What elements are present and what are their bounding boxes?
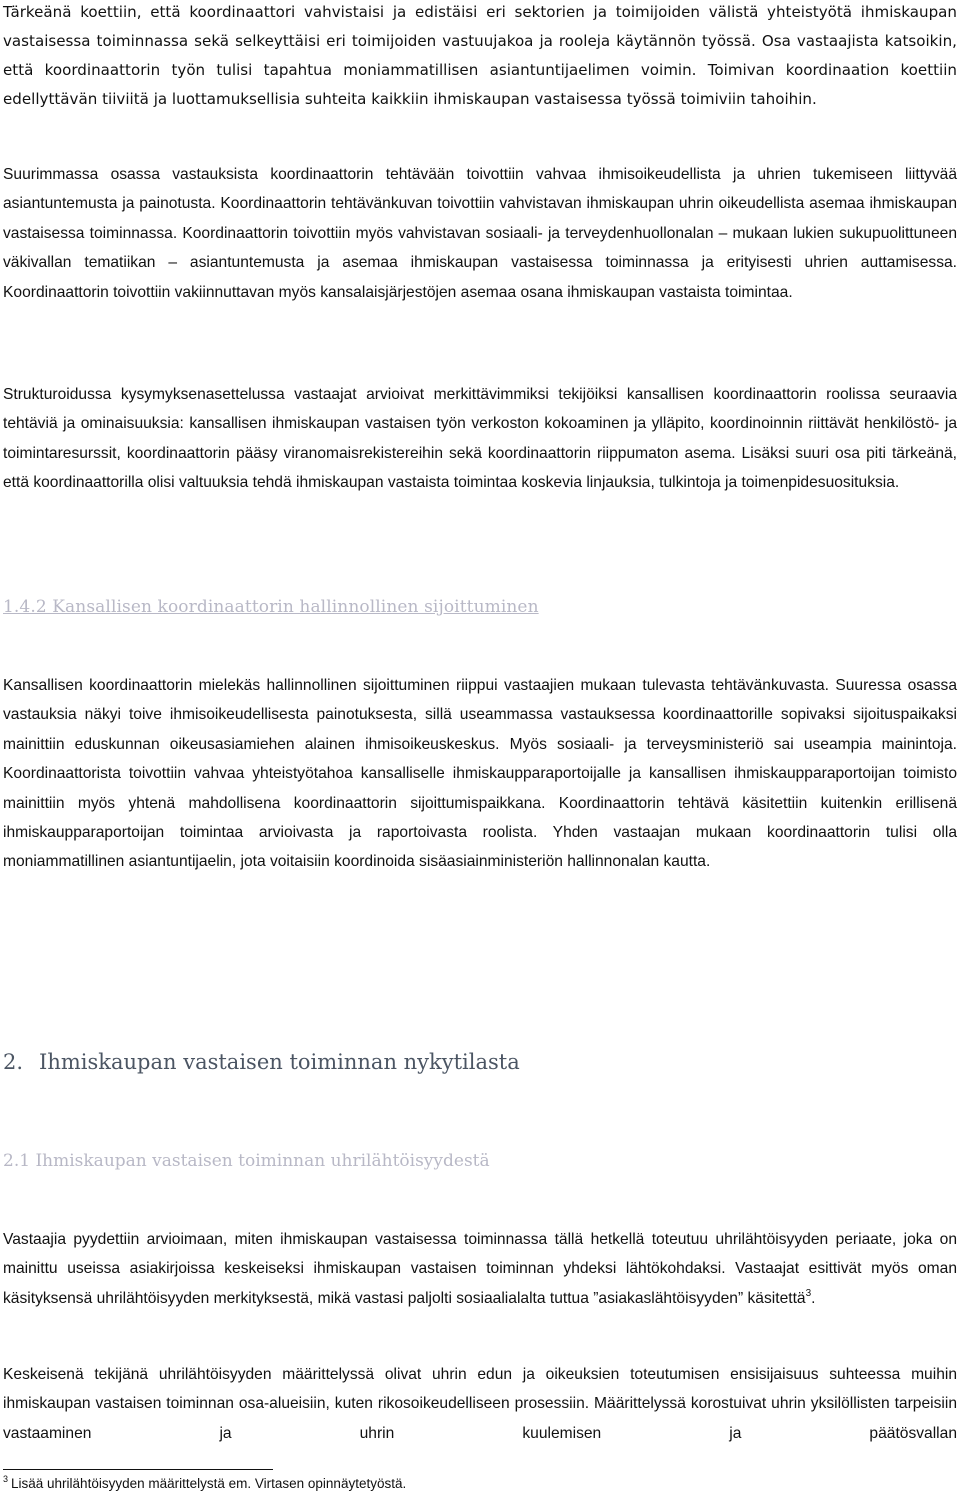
paragraph-text: Tärkeänä koettiin, että koordinaattori vahvistaisi ja edistäisi eri sektorien ja toimijoiden välistä yhteistyötä ihmiskaupan vastaisessa toiminnassa sekä selkeyttäisi eri toimijoiden vastuujakoa ja rooleja käytännön työssä. Osa vastaajista katsoikin, että koordinaattorin työn tulisi tapahtua moniammatillisen asiantuntijaelimen voimin. Toimivan koordinaation koettiin edellyttävän tiiviitä ja luottamuksellisia suhteita kaikkiin ihmiskaupan vastaisessa työssä toimiviin tahoihin. [3,3,957,108]
footnote [3,1474,406,1491]
paragraph-coordination-cooperation [3,0,957,114]
paragraph-victim-centered-evaluation [3,1225,957,1313]
footnote-divider [3,1469,273,1470]
chapter-title: Ihmiskaupan vastaisen toiminnan nykytilasta [39,1050,520,1074]
chapter-number: 2. [3,1050,24,1074]
paragraph-text: Keskeisenä tekijänä uhrilähtöisyyden määrittelyssä olivat uhrin edun ja oikeuksien toteutumisen ensisijaisuus suhteessa muihin ihmiskaupan vastaisen toiminnan osa-alueisiin, kuten rikosoikeudelliseen prosessiin. Määrittelyssä korostuivat uhrin yksilöllisten tarpeisiin vastaaminen ja uhrin kuulemisen ja päätösvallan [3,1366,957,1442]
footnote-reference[interactable]: 3 [805,1287,812,1299]
paragraph-administrative-placement [3,671,957,877]
chapter-heading-2 [3,1050,520,1074]
paragraph-text: Strukturoidussa kysymyksenasettelussa vastaajat arvioivat merkittävimmiksi tekijöiksi kansallisen koordinaattorin roolissa seuraavia tehtäviä ja ominaisuuksia: kansallisen ihmiskaupan vastaisen työn verkoston kokoaminen ja ylläpito, koordinoinnin riittävät henkilöstö- ja toimintaresurssit, koordinaattorin pääsy viranomaisrekistereihin sekä koordinaattorin riippumaton asema. Lisäksi suuri osa piti tärkeänä, että koordinaattorilla olisi valtuuksia tehdä ihmiskaupan vastaista toimintaa koskevia linjauksia, tulkintoja ja toimenpidesuosituksia. [3,386,957,492]
paragraph-text: Suurimmassa osassa vastauksista koordinaattorin tehtävään toivottiin vahvaa ihmisoikeudellista ja uhrien tukemiseen liittyvää asiantuntemusta ja painotusta. Koordinaattorin tehtävänkuvan toivottiin vahvistavan ihmiskaupan uhrin oikeudellista asemaa ihmiskaupan vastaisessa toiminnassa. Koordinaattorin toivottiin myös vahvistavan sosiaali- ja terveydenhuollonalan – mukaan lukien sukupuolittuneen väkivallan tematiikan – asiantuntemusta ja asemaa ihmiskaupan vastaisessa toiminnassa ja erityisesti uhrien auttamisessa. Koordinaattorin toivottiin vakiinnuttavan myös kansalaisjärjestöjen asemaa osana ihmiskaupan vastaista toimintaa. [3,166,957,301]
section-heading-2-1: 2.1 Ihmiskaupan vastaisen toiminnan uhrilähtöisyydestä [3,1151,490,1171]
section-heading-1-4-2: 1.4.2 Kansallisen koordinaattorin hallinnollinen sijoittuminen [3,597,539,617]
paragraph-text: Kansallisen koordinaattorin mielekäs hallinnollinen sijoittuminen riippui vastaajien mukaan tulevasta tehtävänkuvasta. Suuressa osassa vastauksia näkyi toive ihmisoikeudellisesta painotuksesta, sillä useammassa vastauksessa koordinaattorille sopivaksi sijoituspaikaksi mainittiin eduskunnan oikeusasiamiehen alainen ihmisoikeuskeskus. Myös sosiaali- ja terveysministeriö sai useampia mainintoja. Koordinaattorista toivottiin vahvaa yhteistyötahoa kansalliselle ihmiskaupparaportoijalle ja kansallisen ihmiskaupparaportoijan toimisto mainittiin myös yhtenä mahdollisena koordinaattorin sijoittumispaikkana. Koordinaattorin tehtävä käsitettiin kuitenkin erillisenä ihmiskaupparaportoijan toimintaa arvioivasta ja raportoivasta roolista. Yhden vastaajan mukaan koordinaattorin tulisi olla moniammatillinen asiantuntijaelin, jota voitaisiin koordinoida sisäasiainministeriön hallinnonalan kautta. [3,677,957,871]
paragraph-human-rights-expertise [3,160,957,307]
footnote-text: Lisää uhrilähtöisyyden määrittelystä em. Virtasen opinnäytetyöstä. [11,1476,407,1491]
paragraph-text: Vastaajia pyydettiin arvioimaan, miten ihmiskaupan vastaisessa toiminnassa tällä hetkellä toteutuu uhrilähtöisyyden periaate, joka on mainittu useissa asiakirjoissa keskeiseksi ihmiskaupan vastaisen toiminnan yhdeksi lähtökohdaksi. Vastaajat esittivät myös oman käsityksensä uhrilähtöisyyden merkityksestä, mikä vastasi paljolti sosiaalialalta tuttua ”asiakaslähtöisyyden” käsitettä [3,1231,957,1307]
paragraph-victim-centered-definition [3,1360,957,1448]
paragraph-structured-questions [3,380,957,498]
paragraph-end: . [811,1289,816,1307]
footnote-number: 3 [3,1474,9,1484]
